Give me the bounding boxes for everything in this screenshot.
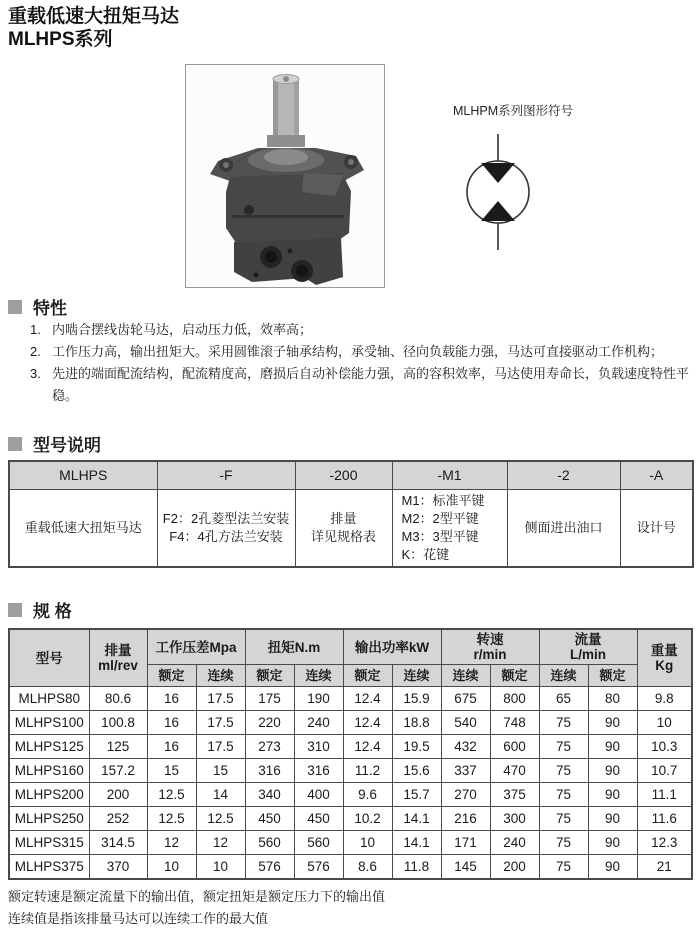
spec-value-cell: 90 — [588, 807, 637, 831]
spec-model-cell: MLHPS250 — [9, 807, 89, 831]
spec-model-cell: MLHPS125 — [9, 735, 89, 759]
desc-line: 设计号 — [636, 519, 676, 535]
feature-item — [30, 363, 690, 407]
desc-line: 侧面进出油口 — [524, 519, 603, 535]
desc-line: 重载低速大扭矩马达 — [24, 519, 142, 535]
spec-value-cell: 240 — [490, 831, 539, 855]
desc-line: F2：2孔菱型法兰安装 — [162, 510, 290, 526]
spec-value-cell: 75 — [539, 759, 588, 783]
spec-table — [8, 628, 693, 880]
spec-value-cell: 75 — [539, 783, 588, 807]
spec-value-cell: 12.5 — [147, 807, 196, 831]
spec-value-cell: 75 — [539, 831, 588, 855]
model-code-table — [8, 460, 694, 568]
spec-value-cell: 337 — [441, 759, 490, 783]
spec-col-flow — [539, 629, 637, 665]
spec-value-cell: 748 — [490, 711, 539, 735]
spec-row — [9, 735, 692, 759]
header-line: 重量 — [650, 643, 678, 658]
spec-value-cell: 8.6 — [343, 855, 392, 879]
feature-item — [30, 319, 690, 341]
spec-value-cell: 17.5 — [196, 711, 245, 735]
header-line: 排量 — [104, 643, 132, 658]
header-line: 流量 — [574, 632, 602, 647]
spec-header-group-row — [9, 629, 692, 665]
spec-value-cell: 16 — [147, 687, 196, 711]
spec-value-cell: 316 — [294, 759, 343, 783]
spec-value-cell: 90 — [588, 831, 637, 855]
section-features — [8, 294, 67, 319]
spec-value-cell: 200 — [490, 855, 539, 879]
spec-value-cell: 10.2 — [343, 807, 392, 831]
spec-row — [9, 807, 692, 831]
spec-col-displacement — [89, 629, 147, 687]
section-features-title: 特性 — [33, 299, 67, 318]
note-line: 连续值是指该排量马达可以连续工作的最大值 — [8, 911, 269, 926]
spec-value-cell: 175 — [245, 687, 294, 711]
spec-value-cell: 11.8 — [392, 855, 441, 879]
model-code-segment: -A — [620, 461, 693, 489]
spec-value-cell: 17.5 — [196, 735, 245, 759]
spec-col-pressure: 工作压差Mpa — [147, 629, 245, 665]
spec-value-cell: 90 — [588, 735, 637, 759]
spec-subcol: 连续 — [294, 665, 343, 687]
footer-notes — [8, 886, 385, 930]
spec-value-cell: 450 — [245, 807, 294, 831]
spec-value-cell: 171 — [441, 831, 490, 855]
spec-model-cell: MLHPS100 — [9, 711, 89, 735]
spec-value-cell: 10.3 — [637, 735, 692, 759]
hydraulic-motor-photo-illustration — [186, 65, 384, 287]
spec-value-cell: 90 — [588, 711, 637, 735]
spec-value-cell: 14 — [196, 783, 245, 807]
spec-value-cell: 15.9 — [392, 687, 441, 711]
spec-subcol: 额定 — [147, 665, 196, 687]
spec-value-cell: 12.5 — [147, 783, 196, 807]
spec-value-cell: 11.6 — [637, 807, 692, 831]
spec-row — [9, 687, 692, 711]
spec-value-cell: 10 — [196, 855, 245, 879]
feature-number: 3. — [30, 366, 41, 381]
spec-value-cell: 310 — [294, 735, 343, 759]
header-line: 转速 — [476, 632, 504, 647]
spec-value-cell: 675 — [441, 687, 490, 711]
model-code-segment: MLHPS — [9, 461, 157, 489]
spec-subcol: 额定 — [343, 665, 392, 687]
page-title-line2: MLHPS系列 — [8, 29, 113, 50]
spec-subcol: 连续 — [441, 665, 490, 687]
spec-value-cell: 370 — [89, 855, 147, 879]
spec-value-cell: 560 — [294, 831, 343, 855]
section-marker-icon — [8, 603, 22, 617]
section-spec — [8, 597, 72, 622]
spec-value-cell: 375 — [490, 783, 539, 807]
desc-line: F4：4孔方法兰安装 — [169, 528, 283, 544]
spec-value-cell: 90 — [588, 759, 637, 783]
desc-line: M3：3型平键 — [401, 528, 479, 544]
spec-value-cell: 190 — [294, 687, 343, 711]
spec-value-cell: 560 — [245, 831, 294, 855]
spec-value-cell: 800 — [490, 687, 539, 711]
desc-line: 排量 — [330, 510, 357, 526]
spec-value-cell: 450 — [294, 807, 343, 831]
feature-item — [30, 341, 690, 363]
spec-value-cell: 10 — [343, 831, 392, 855]
spec-table-body — [9, 687, 692, 879]
spec-row — [9, 855, 692, 879]
spec-col-torque: 扭矩N.m — [245, 629, 343, 665]
model-code-header-row — [9, 461, 693, 489]
model-code-desc — [157, 489, 295, 567]
spec-value-cell: 314.5 — [89, 831, 147, 855]
spec-row — [9, 783, 692, 807]
product-photo — [185, 64, 385, 288]
spec-value-cell: 16 — [147, 735, 196, 759]
spec-value-cell: 15 — [196, 759, 245, 783]
spec-value-cell: 300 — [490, 807, 539, 831]
spec-value-cell: 12.4 — [343, 711, 392, 735]
spec-model-cell: MLHPS315 — [9, 831, 89, 855]
spec-model-cell: MLHPS80 — [9, 687, 89, 711]
header-line: ml/rev — [98, 658, 138, 673]
section-spec-title: 规 格 — [33, 602, 72, 621]
desc-line: M2：2型平键 — [401, 510, 479, 526]
model-code-desc — [9, 489, 157, 567]
spec-value-cell: 12.4 — [343, 735, 392, 759]
spec-value-cell: 600 — [490, 735, 539, 759]
spec-value-cell: 9.8 — [637, 687, 692, 711]
spec-value-cell: 16 — [147, 711, 196, 735]
spec-value-cell: 340 — [245, 783, 294, 807]
spec-value-cell: 432 — [441, 735, 490, 759]
spec-value-cell: 576 — [294, 855, 343, 879]
feature-number: 1. — [30, 322, 41, 337]
spec-value-cell: 14.1 — [392, 807, 441, 831]
spec-model-cell: MLHPS375 — [9, 855, 89, 879]
spec-model-cell: MLHPS200 — [9, 783, 89, 807]
feature-text: 工作压力高，输出扭矩大。采用圆锥滚子轴承结构，承受轴、径向负载能力强，马达可直接驱动工作机构； — [52, 344, 664, 359]
spec-value-cell: 75 — [539, 711, 588, 735]
header-line: r/min — [473, 647, 507, 662]
spec-value-cell: 15.7 — [392, 783, 441, 807]
spec-col-power: 输出功率kW — [343, 629, 441, 665]
spec-value-cell: 576 — [245, 855, 294, 879]
spec-value-cell: 220 — [245, 711, 294, 735]
spec-value-cell: 15 — [147, 759, 196, 783]
spec-col-model: 型号 — [9, 629, 89, 687]
page-title-line1: 重载低速大扭矩马达 — [8, 6, 180, 27]
spec-value-cell: 14.1 — [392, 831, 441, 855]
spec-value-cell: 540 — [441, 711, 490, 735]
spec-value-cell: 400 — [294, 783, 343, 807]
model-code-desc — [392, 489, 507, 567]
spec-value-cell: 80.6 — [89, 687, 147, 711]
spec-subcol: 连续 — [539, 665, 588, 687]
spec-value-cell: 75 — [539, 855, 588, 879]
section-model-code-title: 型号说明 — [33, 436, 101, 455]
spec-value-cell: 273 — [245, 735, 294, 759]
spec-value-cell: 125 — [89, 735, 147, 759]
section-marker-icon — [8, 437, 22, 451]
spec-value-cell: 240 — [294, 711, 343, 735]
spec-value-cell: 216 — [441, 807, 490, 831]
spec-subcol: 额定 — [588, 665, 637, 687]
spec-value-cell: 12.4 — [343, 687, 392, 711]
spec-value-cell: 75 — [539, 807, 588, 831]
spec-value-cell: 252 — [89, 807, 147, 831]
page-title — [8, 5, 179, 51]
model-code-desc — [507, 489, 620, 567]
spec-subcol: 连续 — [392, 665, 441, 687]
spec-value-cell: 270 — [441, 783, 490, 807]
header-line: Kg — [655, 658, 674, 673]
desc-line: M1：标准平键 — [401, 492, 485, 508]
spec-model-cell: MLHPS160 — [9, 759, 89, 783]
spec-value-cell: 12.5 — [196, 807, 245, 831]
section-marker-icon — [8, 300, 22, 314]
model-code-segment: -200 — [295, 461, 392, 489]
feature-text: 先进的端面配流结构，配流精度高，磨损后自动补偿能力强，高的容积效率，马达使用寿命长，负载速度特性平稳。 — [52, 366, 690, 403]
spec-value-cell: 90 — [588, 783, 637, 807]
desc-line: 详见规格表 — [310, 528, 376, 544]
model-code-desc — [620, 489, 693, 567]
spec-subcol: 额定 — [245, 665, 294, 687]
spec-value-cell: 15.6 — [392, 759, 441, 783]
spec-value-cell: 80 — [588, 687, 637, 711]
model-code-desc — [295, 489, 392, 567]
spec-value-cell: 12 — [196, 831, 245, 855]
section-model-code — [8, 431, 101, 456]
spec-subcol: 连续 — [196, 665, 245, 687]
spec-value-cell: 11.2 — [343, 759, 392, 783]
spec-value-cell: 65 — [539, 687, 588, 711]
spec-value-cell: 17.5 — [196, 687, 245, 711]
spec-value-cell: 316 — [245, 759, 294, 783]
spec-value-cell: 12.3 — [637, 831, 692, 855]
spec-value-cell: 10.7 — [637, 759, 692, 783]
spec-value-cell: 11.1 — [637, 783, 692, 807]
spec-row — [9, 759, 692, 783]
spec-value-cell: 90 — [588, 855, 637, 879]
header-line: L/min — [570, 647, 607, 662]
model-code-segment: -2 — [507, 461, 620, 489]
spec-value-cell: 10 — [147, 855, 196, 879]
spec-value-cell: 100.8 — [89, 711, 147, 735]
spec-value-cell: 12 — [147, 831, 196, 855]
features-list — [30, 319, 690, 407]
desc-line: K：花键 — [401, 546, 450, 562]
symbol-label: MLHPM系列图形符号 — [453, 104, 574, 118]
spec-value-cell: 18.8 — [392, 711, 441, 735]
spec-row — [9, 711, 692, 735]
feature-number: 2. — [30, 344, 41, 359]
spec-col-weight — [637, 629, 692, 687]
model-code-desc-row — [9, 489, 693, 567]
hydraulic-motor-symbol — [460, 130, 536, 252]
spec-value-cell: 21 — [637, 855, 692, 879]
spec-col-speed — [441, 629, 539, 665]
spec-value-cell: 9.6 — [343, 783, 392, 807]
spec-row — [9, 831, 692, 855]
spec-subcol: 额定 — [490, 665, 539, 687]
note-line: 额定转速是额定流量下的输出值，额定扭矩是额定压力下的输出值 — [8, 889, 386, 904]
spec-value-cell: 200 — [89, 783, 147, 807]
spec-value-cell: 157.2 — [89, 759, 147, 783]
model-code-segment: -M1 — [392, 461, 507, 489]
spec-value-cell: 19.5 — [392, 735, 441, 759]
feature-text: 内啮合摆线齿轮马达，启动压力低，效率高； — [52, 322, 313, 337]
spec-value-cell: 75 — [539, 735, 588, 759]
spec-value-cell: 470 — [490, 759, 539, 783]
model-code-segment: -F — [157, 461, 295, 489]
spec-value-cell: 145 — [441, 855, 490, 879]
spec-value-cell: 10 — [637, 711, 692, 735]
